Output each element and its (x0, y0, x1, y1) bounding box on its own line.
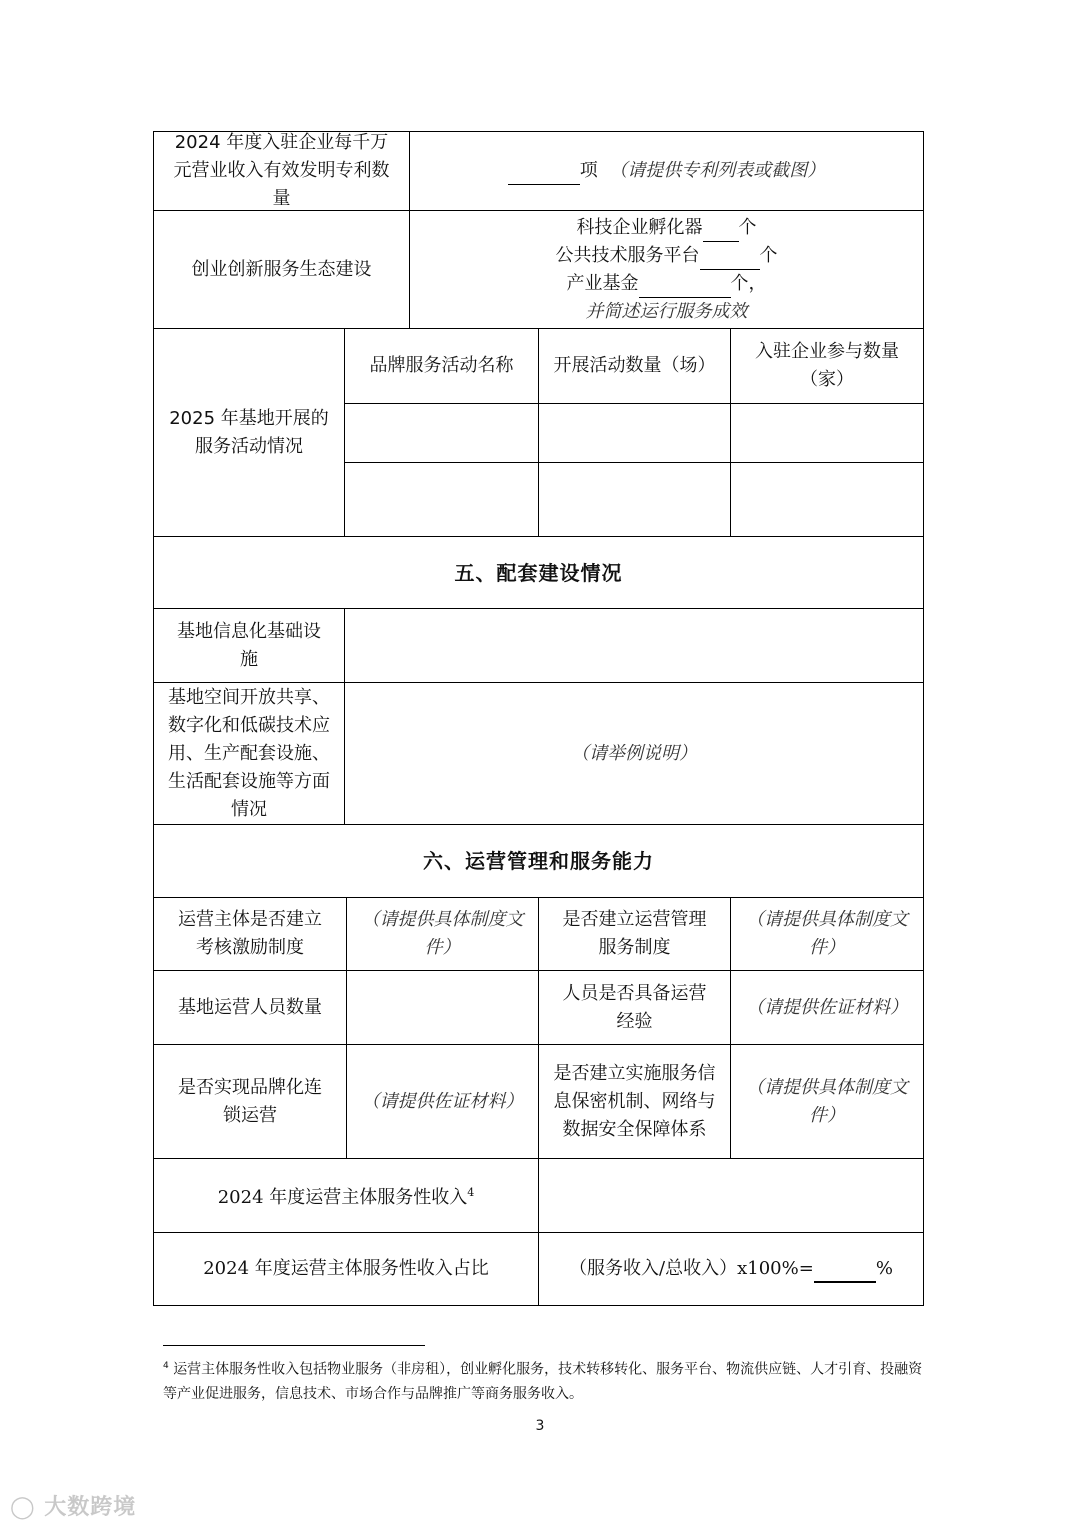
activity-row1-name[interactable] (344, 403, 539, 463)
activities-header-participants (730, 328, 924, 404)
footnote-text: 运营主体服务性收入包括物业服务（非房租），创业孵化服务，技术转移转化、服务平台、物流供应链、人才引育、投融资等产业促进服务，信息技术、市场合作与品牌推广等商务服务收入。 (163, 1361, 923, 1402)
chain-label-cell (153, 1044, 347, 1159)
activity-name-header: 品牌服务活动名称 (369, 355, 514, 376)
security-label: 是否建立实施服务信息保密机制、网络与数据安全保障体系 (553, 1062, 716, 1140)
chain-label: 是否实现品牌化连锁运营 (178, 1076, 322, 1126)
ecosystem-label-cell (153, 210, 410, 329)
income-label: 2024 年度运营主体服务性收入$^4$ (217, 1186, 475, 1208)
activity-row2-participants[interactable] (730, 462, 924, 537)
patent-unit: 项 (579, 160, 598, 181)
activity-row1-participants[interactable] (730, 403, 924, 463)
section6-title-cell (153, 824, 924, 898)
security-note: （请提供具体制度文件） (746, 1076, 908, 1126)
mgmt-system-note: （请提供具体制度文件） (746, 909, 908, 958)
ecosystem-note: 并简述运行服务成效 (585, 300, 748, 322)
chain-note: （请提供佐证材料） (361, 1090, 524, 1112)
patent-label: 2024 年度入驻企业每千万元营业收入有效发明专利数量 (173, 132, 390, 209)
experience-note: （请提供佐证材料） (746, 996, 908, 1018)
incubator-unit: 个 (738, 216, 757, 238)
income-footnote-marker: 4 (467, 1186, 475, 1199)
ratio-value-cell[interactable] (538, 1232, 924, 1306)
activities-header-name (344, 328, 539, 404)
income-value-cell[interactable] (538, 1158, 924, 1233)
ratio-label-cell (153, 1232, 539, 1306)
platform-label: 公共技术服务平台 (555, 244, 700, 266)
info-infra-label-cell (153, 608, 345, 683)
watermark-text: 大数跨境 (44, 1495, 137, 1520)
patent-label-cell (153, 131, 410, 211)
ratio-formula: （服务收入/总收入）x100%= (569, 1258, 814, 1279)
page-number: 3 (535, 1418, 545, 1434)
activity-row2-count[interactable] (538, 462, 731, 537)
platform-unit: 个 (759, 244, 778, 266)
incubator-label: 科技企业孵化器 (576, 216, 703, 238)
incentive-note: （请提供具体制度文件） (361, 909, 524, 958)
activity-count-header: 开展活动数量（场） (553, 355, 716, 376)
info-infra-value-cell[interactable] (344, 608, 924, 683)
ratio-label: 2024 年度运营主体服务性收入占比 (203, 1258, 489, 1279)
income-label-cell (153, 1158, 539, 1233)
participants-header: 入驻企业参与数量（家） (755, 341, 899, 390)
staff-count-value-cell[interactable] (346, 970, 539, 1045)
footnote-marker: 4 (163, 1361, 169, 1371)
incentive-label: 运营主体是否建立考核激励制度 (178, 909, 322, 958)
experience-label-cell (538, 970, 731, 1045)
space-label: 基地空间开放共享、数字化和低碳技术应用、生产配套设施、生活配套设施等方面情况 (168, 686, 330, 820)
mgmt-system-label-cell (538, 897, 731, 971)
experience-label: 人员是否具备运营经验 (562, 982, 707, 1032)
ecosystem-value-cell (409, 210, 924, 329)
staff-count-label: 基地运营人员数量 (178, 996, 322, 1018)
staff-count-label-cell (153, 970, 347, 1045)
ecosystem-label: 创业创新服务生态建设 (191, 258, 372, 280)
section5-title-cell (153, 536, 924, 609)
incentive-label-cell (153, 897, 347, 971)
section6-title: 六、运营管理和服务能力 (423, 849, 654, 873)
security-label-cell (538, 1044, 731, 1159)
security-value-cell[interactable] (730, 1044, 924, 1159)
space-value-cell[interactable] (344, 682, 924, 825)
incentive-value-cell[interactable] (346, 897, 539, 971)
space-label-cell (153, 682, 345, 825)
mgmt-system-label: 是否建立运营管理服务制度 (562, 909, 707, 958)
space-note: （请举例说明） (571, 742, 697, 764)
footnote-divider (163, 1345, 425, 1346)
ratio-unit: % (875, 1258, 893, 1279)
info-infra-label: 基地信息化基础设施 (177, 620, 321, 670)
activity-row1-count[interactable] (538, 403, 731, 463)
chain-value-cell[interactable] (346, 1044, 539, 1159)
footnote (163, 1354, 933, 1406)
fund-label: 产业基金 (566, 272, 639, 294)
experience-value-cell[interactable] (730, 970, 924, 1045)
activities-label: 2025 年基地开展的服务活动情况 (169, 407, 329, 457)
patent-note: （请提供专利列表或截图） (609, 160, 826, 181)
activity-row2-name[interactable] (344, 462, 539, 537)
activities-label-cell (153, 328, 345, 537)
patent-value-cell (409, 131, 924, 211)
watermark (10, 1490, 136, 1521)
section5-title: 五、配套建设情况 (454, 560, 623, 585)
fund-unit: 个， (730, 272, 767, 294)
mgmt-system-value-cell[interactable] (730, 897, 924, 971)
weibo-icon: ◯ (10, 1495, 36, 1520)
activities-header-count (538, 328, 731, 404)
